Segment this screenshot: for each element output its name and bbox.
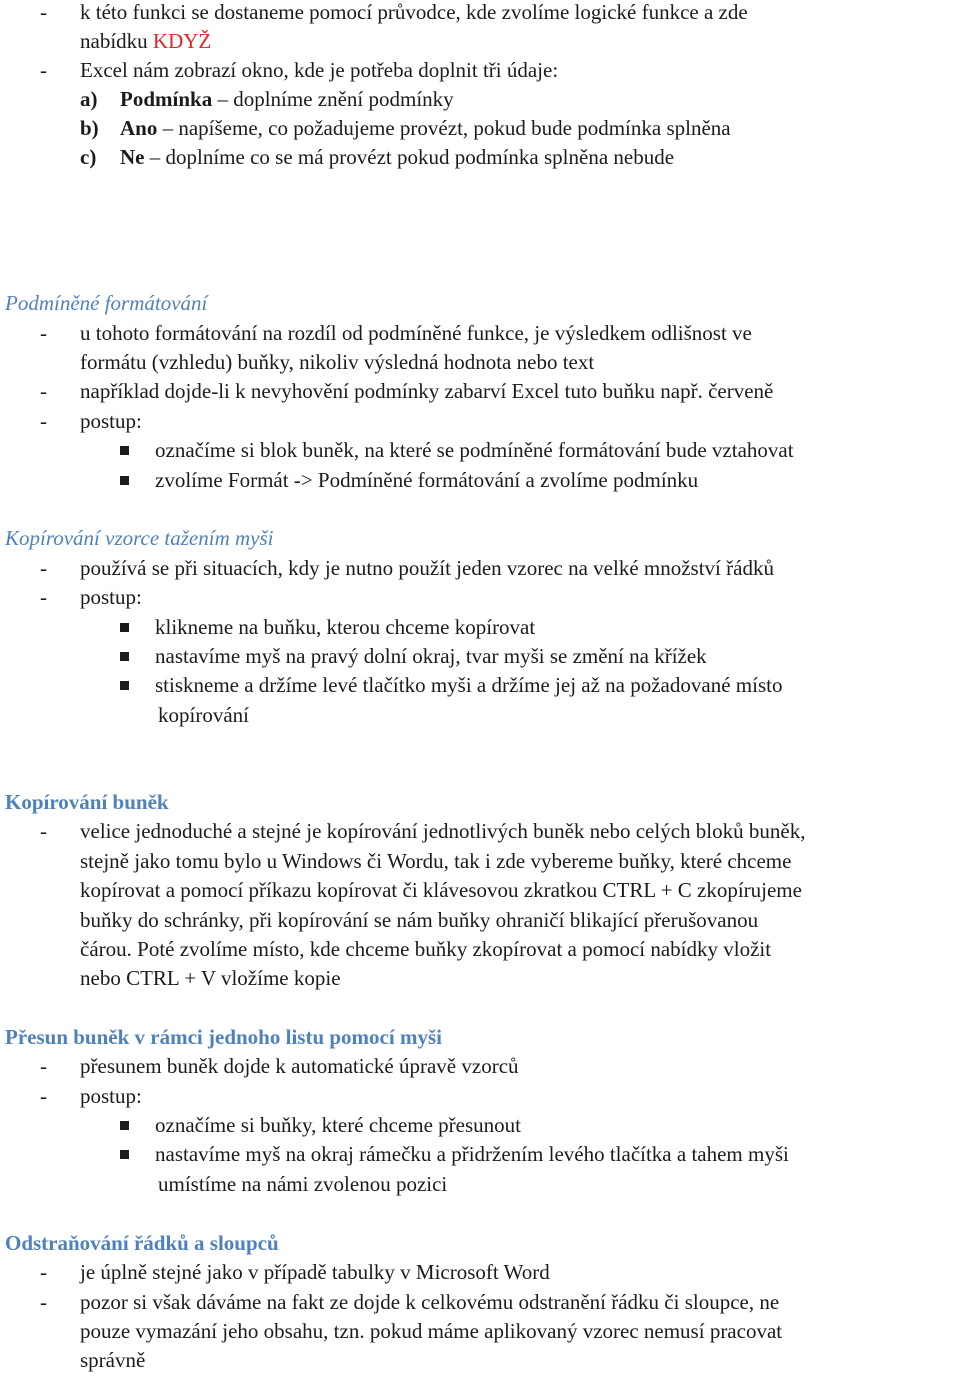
- keyword-kdyz: KDYŽ: [152, 29, 212, 53]
- heading-move-cells: Přesun buněk v rámci jednoho listu pomocí myši: [5, 1025, 442, 1049]
- square-bullet-icon: [120, 1150, 129, 1159]
- heading-copy-cells: Kopírování buněk: [5, 790, 169, 814]
- square-bullet-icon: [120, 681, 129, 690]
- heading-remove-rows: Odstraňování řádků a sloupců: [5, 1231, 279, 1255]
- heading-conditional-formatting: Podmíněné formátování: [5, 291, 208, 315]
- heading-copy-formula: Kopírování vzorce tažením myši: [5, 526, 274, 550]
- square-bullet-icon: [120, 446, 129, 455]
- square-bullet-icon: [120, 623, 129, 632]
- square-bullet-icon: [120, 476, 129, 485]
- square-bullet-icon: [120, 1121, 129, 1130]
- square-bullet-icon: [120, 652, 129, 661]
